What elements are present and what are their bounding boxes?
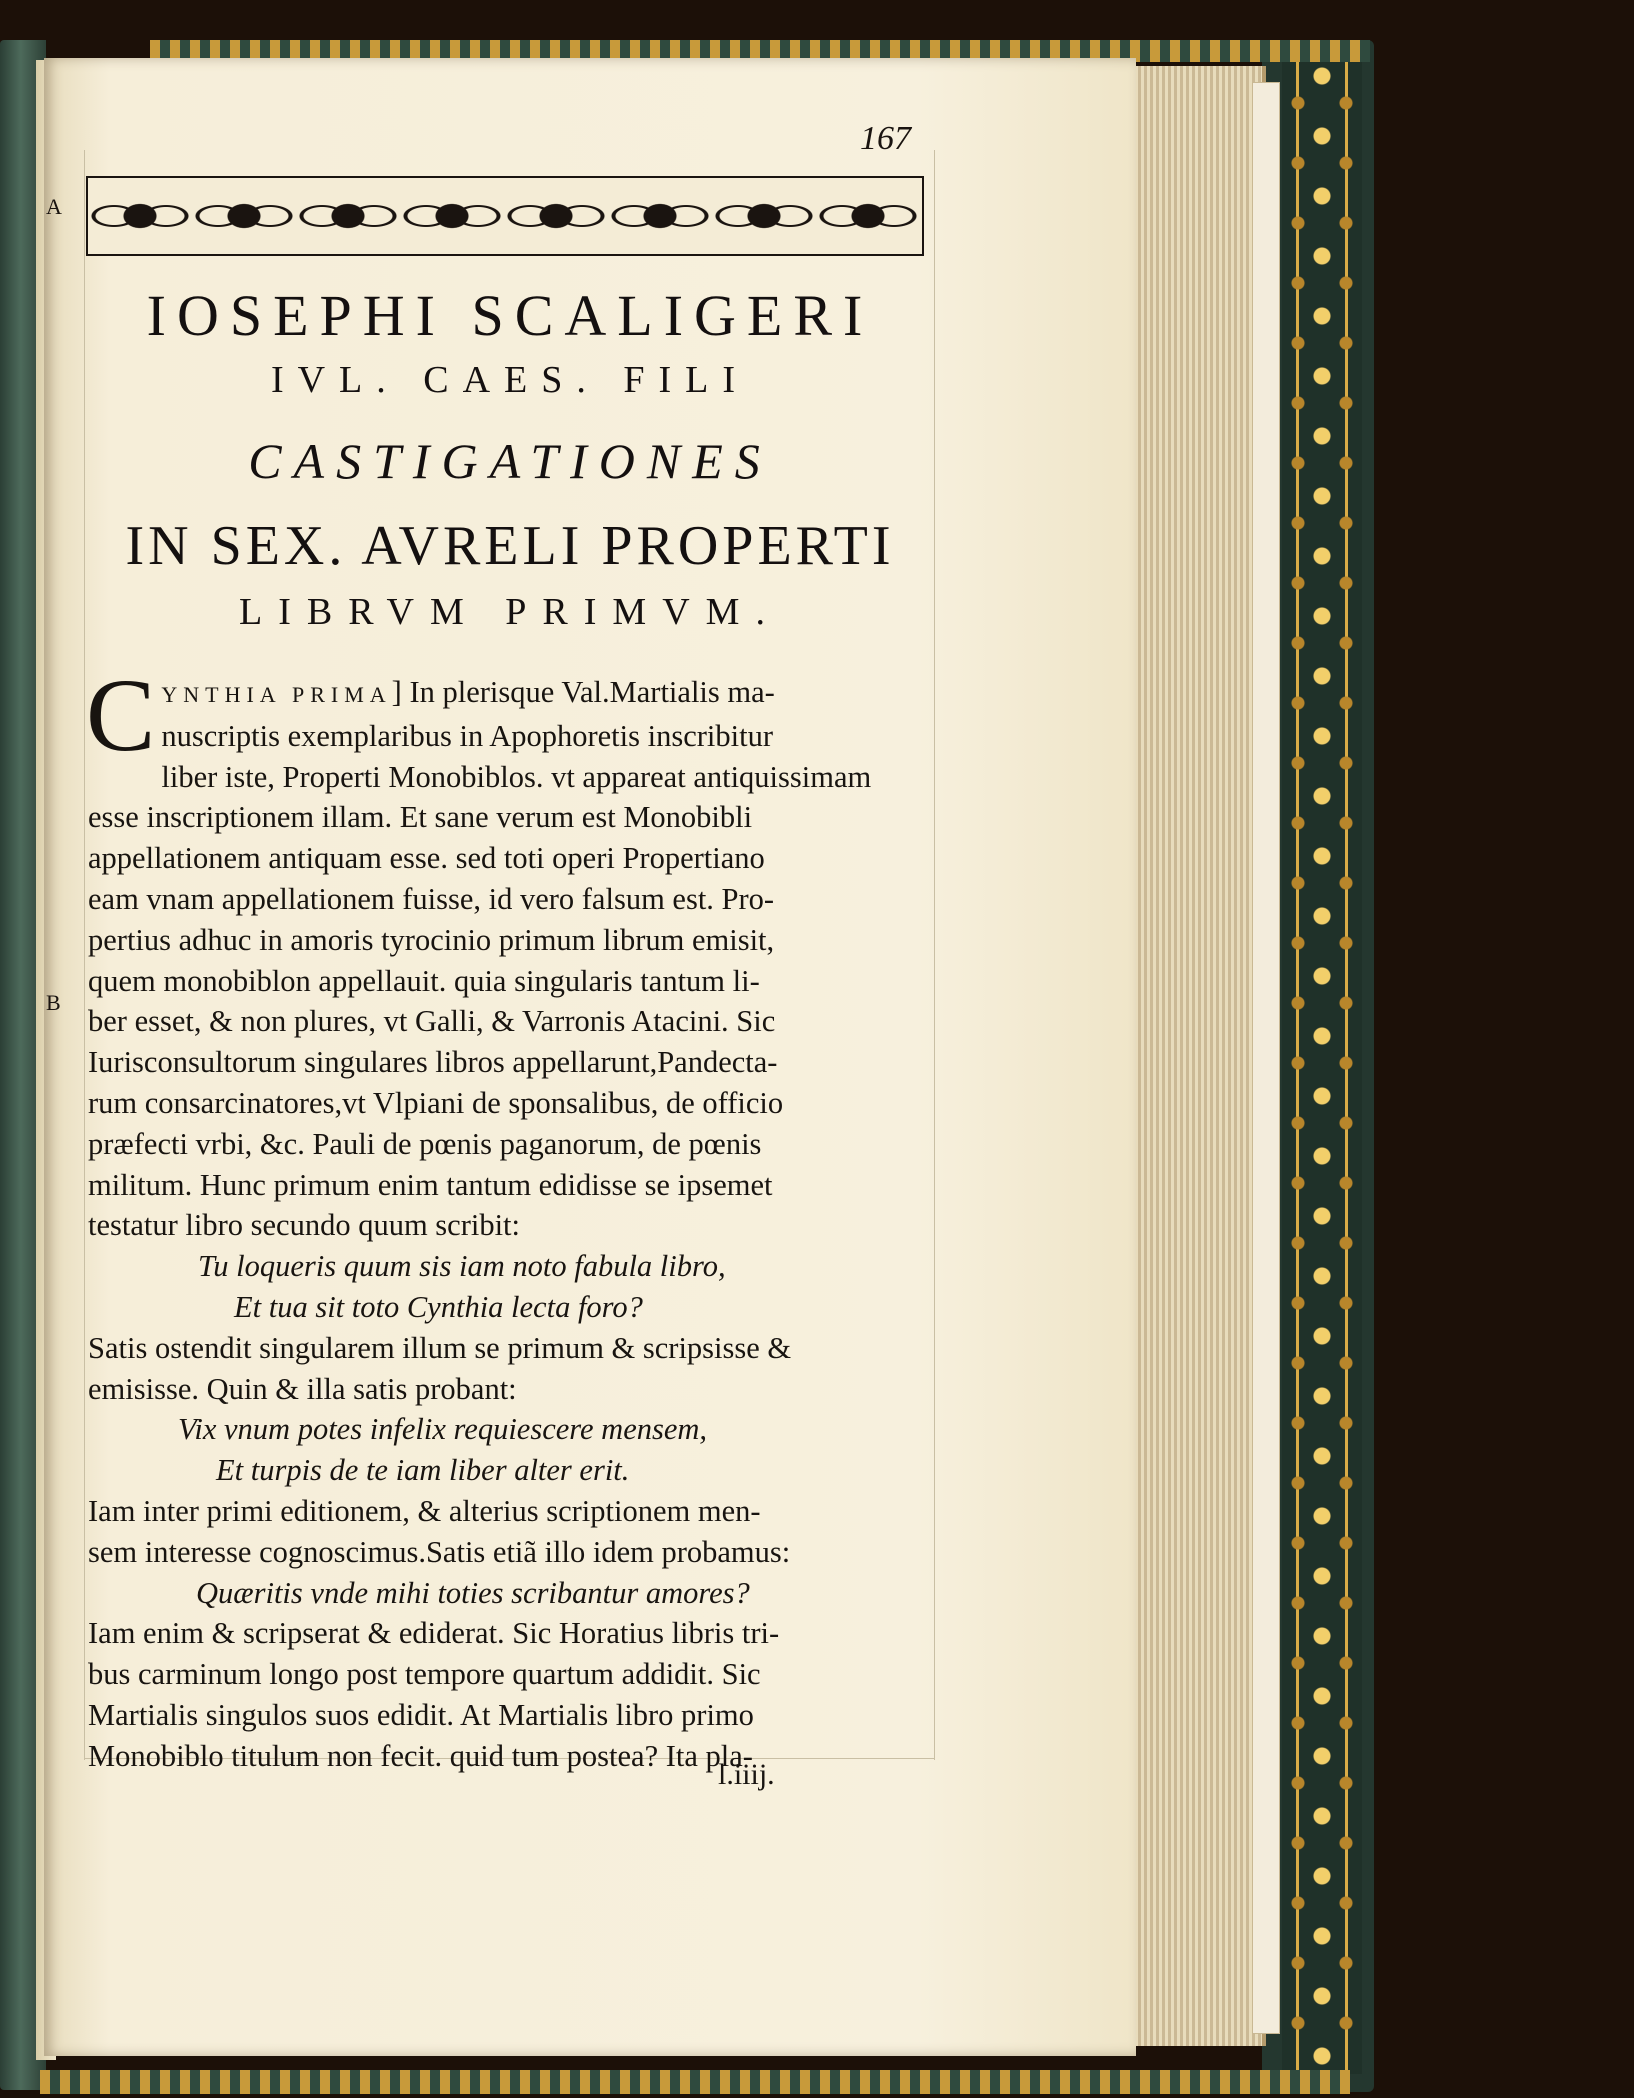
text-line: esse inscriptionem illam. Et sane verum est Monobibli: [88, 800, 753, 835]
text-line: Iam enim & scripserat & ediderat. Sic Horatius libris tri-: [88, 1616, 780, 1651]
verse-line: Vix vnum potes infelix requiescere mensem,: [178, 1412, 708, 1447]
text-line: bus carminum longo post tempore quartum addidit. Sic: [88, 1657, 761, 1692]
text-line: eam vnam appellationem fuisse, id vero falsum est. Pro-: [88, 881, 775, 916]
title-subject: IN SEX. AVRELI PROPERTI: [125, 515, 895, 577]
verse-line: Quæritis vnde mihi toties scribantur amores?: [196, 1575, 750, 1610]
page-number: 167: [860, 120, 911, 157]
text-line-content: ] In plerisque Val.Martialis ma-: [391, 675, 775, 709]
verse-line: Et tua sit toto Cynthia lecta foro?: [234, 1289, 643, 1324]
text-line: [88, 672, 938, 716]
verse-line: Tu loqueris quum sis iam noto fabula libro,: [198, 1249, 726, 1284]
text-line: sem interesse cognoscimus.Satis etiã illo idem probamus:: [88, 1534, 791, 1569]
title-filiation: IVL. CAES. FILI: [270, 359, 750, 401]
body-text: [86, 658, 938, 1777]
text-line: quem monobiblon appellauit. quia singularis tantum li-: [88, 963, 760, 998]
text-line: pertius adhuc in amoris tyrocinio primum librum emisit,: [88, 922, 775, 957]
text-line: emisisse. Quin & illa satis probant:: [88, 1371, 517, 1406]
fore-edge: [1252, 82, 1280, 2034]
margin-letter-b: B: [46, 990, 61, 1015]
text-line: nuscriptis exemplaribus in Apophoretis inscribitur: [161, 718, 773, 753]
text-line: militum. Hunc primum enim tantum edidisse se ipsemet: [88, 1167, 773, 1202]
title-book: LIBRVM PRIMVM.: [239, 591, 781, 633]
text-block-edge: [1132, 66, 1266, 2046]
text-line: præfecti vrbi, &c. Pauli de pœnis paganorum, de pœnis: [88, 1126, 762, 1161]
gilt-bottom-edge: [40, 2070, 1350, 2094]
drop-cap: C: [86, 658, 156, 773]
text-line: Iam inter primi editionem, & alterius scriptionem men-: [88, 1493, 761, 1528]
verse-line: Et turpis de te iam liber alter erit.: [216, 1453, 630, 1488]
text-line: Martialis singulos suos edidit. At Martialis libro primo: [88, 1697, 754, 1732]
text-line: liber iste, Properti Monobiblos. vt appareat antiquissimam: [161, 759, 872, 794]
gilt-tooled-border: [1282, 58, 1362, 2074]
margin-rule-left: [84, 150, 85, 1760]
text-line: appellationem antiquam esse. sed toti operi Propertiano: [88, 841, 765, 876]
text-line: Monobiblo titulum non fecit. quid tum postea? Ita pla-: [88, 1738, 753, 1773]
catchword-signature: l.iiij.: [718, 1758, 775, 1791]
text-line: Satis ostendit singularem illum se primum & scripsisse &: [88, 1330, 792, 1365]
title-work: CASTIGATIONES: [248, 433, 772, 489]
text-line: testatur libro secundo quum scribit:: [88, 1208, 521, 1243]
title-author: IOSEPHI SCALIGERI: [146, 283, 874, 348]
text-line: Iurisconsultorum singulares libros appellarunt,Pandecta-: [88, 1045, 778, 1080]
margin-letter-a: A: [46, 194, 62, 219]
headpiece-ornament: [86, 176, 924, 256]
text-line: ber esset, & non plures, vt Galli, & Varronis Atacini. Sic: [88, 1004, 776, 1039]
text-line: rum consarcinatores,vt Vlpiani de sponsalibus, de officio: [88, 1085, 784, 1120]
lead-smallcaps: YNTHIA PRIMA: [161, 682, 392, 707]
